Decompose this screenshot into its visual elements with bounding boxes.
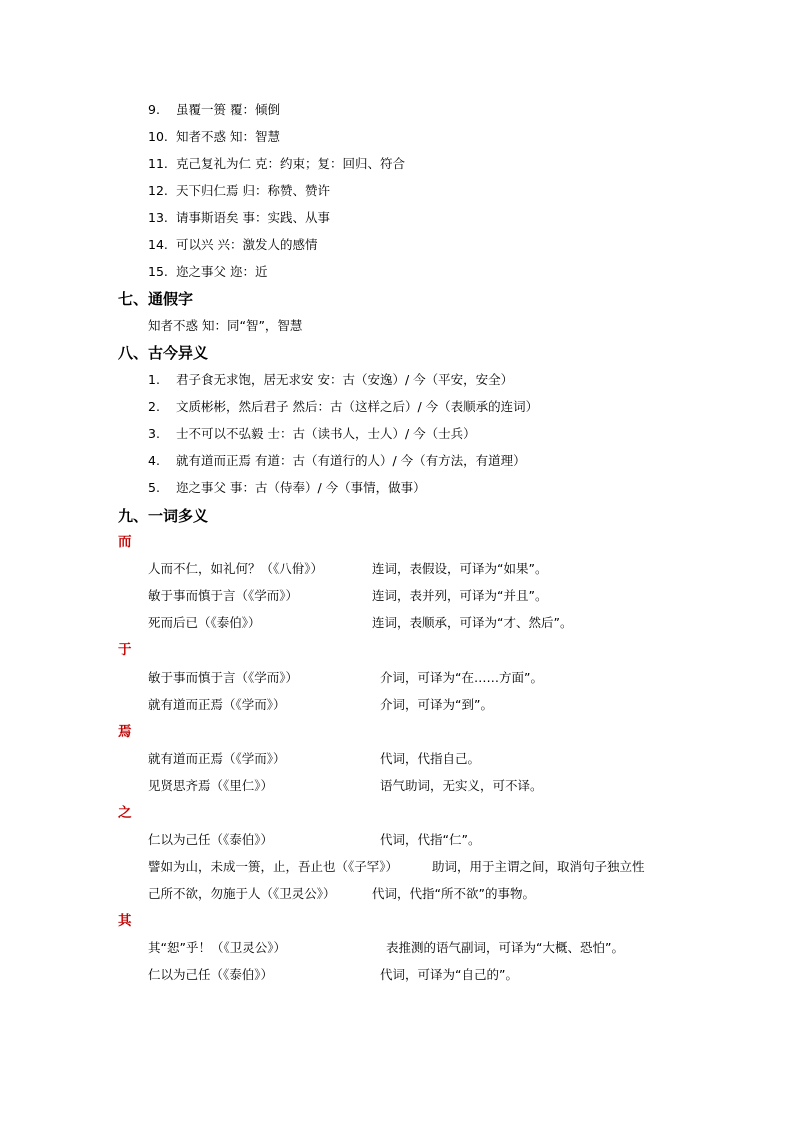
example-explanation: 表推测的语气副词，可译为“大概、恐怕”。 bbox=[386, 940, 624, 955]
example-explanation: 语气助词，无实义，可不译。 bbox=[380, 778, 543, 793]
list-item: 5. 迩之事父 事：古（侍奉）/ 今（事情，做事） bbox=[148, 480, 426, 495]
example-sentence: 己所不欲，勿施于人（《卫灵公》） bbox=[148, 886, 336, 901]
example-sentence: 就有道而正焉（《学而》） bbox=[148, 751, 286, 766]
example-explanation: 连词，表并列，可译为“并且”。 bbox=[372, 588, 548, 603]
polysemy-char: 之 bbox=[118, 805, 132, 821]
example-explanation: 连词，表假设，可译为“如果”。 bbox=[372, 561, 548, 576]
example-explanation: 代词，可译为“自己的”。 bbox=[380, 967, 518, 982]
list-item: 9. 虽覆一篑 覆：倾倒 bbox=[148, 102, 280, 117]
example-explanation: 代词，代指“仁”。 bbox=[380, 832, 481, 847]
polysemy-char: 而 bbox=[118, 534, 132, 550]
example-sentence: 仁以为己任（《泰伯》） bbox=[148, 967, 274, 982]
example-sentence: 人而不仁，如礼何？（《八佾》） bbox=[148, 561, 324, 576]
example-sentence: 死而后已（《泰伯》） bbox=[148, 615, 261, 630]
list-item: 2. 文质彬彬，然后君子 然后：古（这样之后）/ 今（表顺承的连词） bbox=[148, 399, 539, 414]
section-heading-yiciduoyi: 九、一词多义 bbox=[118, 507, 209, 525]
example-sentence: 譬如为山，未成一篑，止，吾止也（《子罕》） bbox=[148, 859, 399, 874]
polysemy-char: 焉 bbox=[118, 724, 132, 740]
polysemy-char: 其 bbox=[118, 913, 132, 929]
example-sentence: 敏于事而慎于言（《学而》） bbox=[148, 670, 299, 685]
list-item: 12. 天下归仁焉 归：称赞、赞许 bbox=[148, 183, 330, 198]
list-item: 11. 克己复礼为仁 克：约束；复：回归、符合 bbox=[148, 156, 405, 171]
example-sentence: 其“恕”乎！（《卫灵公》） bbox=[148, 940, 286, 955]
list-item: 1. 君子食无求饱，居无求安 安：古（安逸）/ 今（平安，安全） bbox=[148, 372, 514, 387]
section-heading-tongjiazi: 七、通假字 bbox=[118, 290, 194, 308]
list-item: 4. 就有道而正焉 有道：古（有道行的人）/ 今（有方法，有道理） bbox=[148, 453, 526, 468]
list-item: 15. 迩之事父 迩：近 bbox=[148, 264, 268, 279]
list-item: 13. 请事斯语矣 事：实践、从事 bbox=[148, 210, 330, 225]
example-sentence: 敏于事而慎于言（《学而》） bbox=[148, 588, 299, 603]
list-item: 10. 知者不惑 知：智慧 bbox=[148, 129, 280, 144]
example-sentence: 见贤思齐焉（《里仁》） bbox=[148, 778, 274, 793]
example-sentence: 仁以为己任（《泰伯》） bbox=[148, 832, 274, 847]
example-sentence: 就有道而正焉（《学而》） bbox=[148, 697, 286, 712]
section-text: 知者不惑 知：同“智”，智慧 bbox=[148, 318, 303, 333]
list-item: 3. 士不可以不弘毅 士：古（读书人，士人）/ 今（士兵） bbox=[148, 426, 476, 441]
polysemy-char: 于 bbox=[118, 642, 132, 658]
example-explanation: 助词，用于主谓之间，取消句子独立性 bbox=[432, 859, 645, 874]
example-explanation: 代词，代指自己。 bbox=[380, 751, 481, 766]
example-explanation: 介词，可译为“到”。 bbox=[380, 697, 493, 712]
list-item: 14. 可以兴 兴：激发人的感情 bbox=[148, 237, 318, 252]
example-explanation: 介词，可译为“在……方面”。 bbox=[380, 670, 543, 685]
section-heading-gujinyiyi: 八、古今异义 bbox=[118, 344, 209, 362]
example-explanation: 代词，代指“所不欲”的事物。 bbox=[372, 886, 535, 901]
example-explanation: 连词，表顺承，可译为“才、然后”。 bbox=[372, 615, 573, 630]
